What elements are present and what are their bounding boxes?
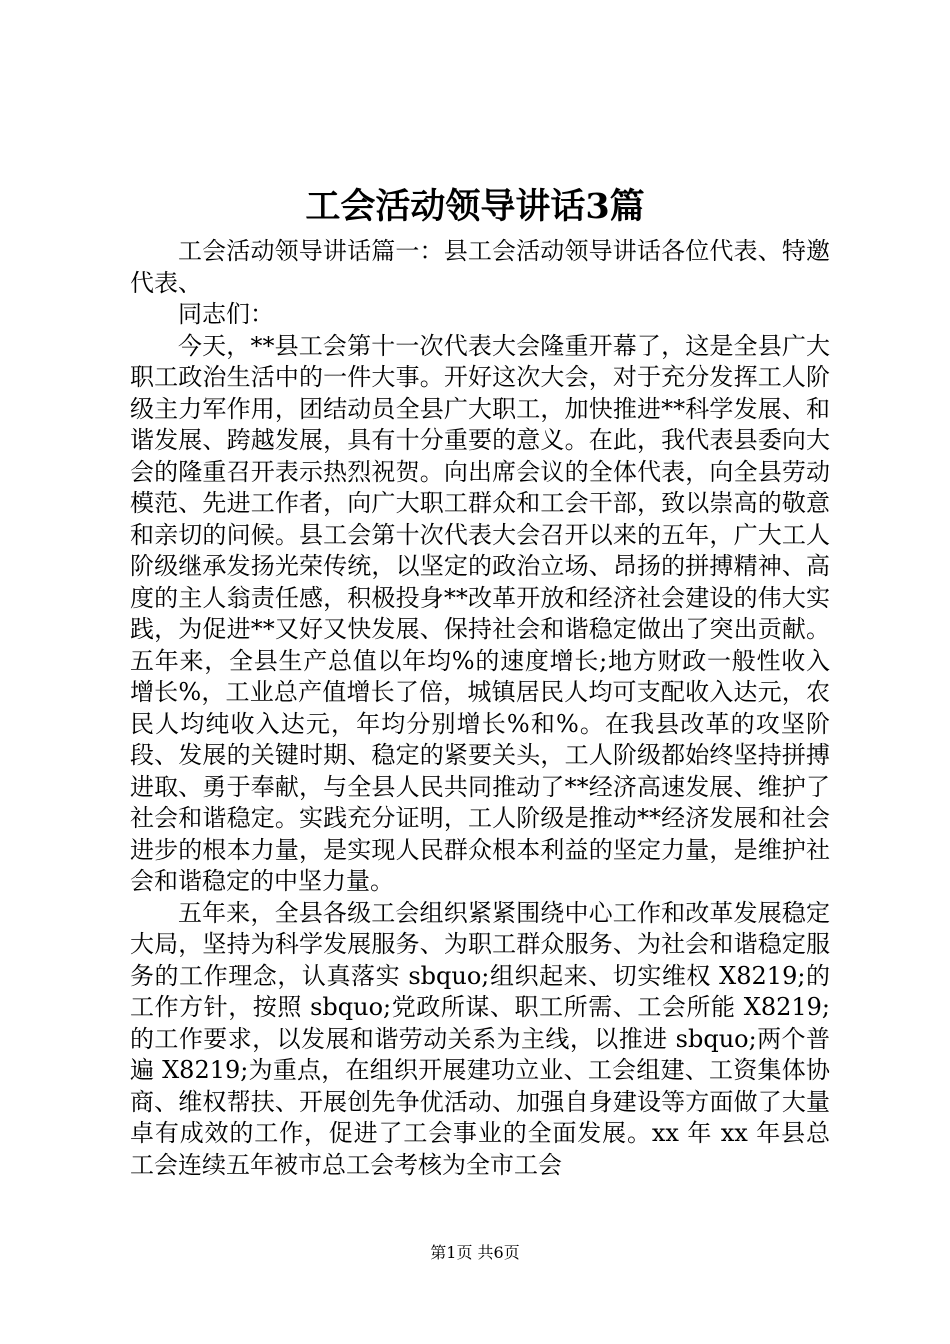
document-title: 工会活动领导讲话3篇: [305, 186, 645, 227]
paragraph-intro: 工会活动领导讲话篇一：县工会活动领导讲话各位代表、特邀代表、: [130, 237, 830, 297]
page-number-footer: 第1页 共6页: [430, 1243, 520, 1262]
paragraph-opening: 今天，**县工会第十一次代表大会隆重开幕了，这是全县广大职工政治生活中的一件大事。开好这次大会，对于充分发挥工人阶级主力军作用，团结动员全县广大职工，加快推进**科学发展、和谐发展、跨越发展，具有十分重要的意义。在此，我代表县委向大会的隆重召开表示热烈祝贺。向出席会议的全体代表，向全县劳动模范、先进工作者，向广大职工群众和工会干部，致以崇高的敬意和亲切的问候。县工会第十次代表大会召开以来的五年，广大工人阶级继承发扬光荣传统，以坚定的政治立场、昂扬的拼搏精神、高度的主人翁责任感，积极投身**改革开放和经济社会建设的伟大实践，为促进**又好又快发展、保持社会和谐稳定做出了突出贡献。五年来，全县生产总值以年均%的速度增长;地方财政一般性收入增长%，工业总产值增长了倍，城镇居民人均可支配收入达元，农民人均纯收入达元，年均分别增长%和%。在我县改革的攻坚阶段、发展的关键时期、稳定的紧要关头，工人阶级都始终坚持拼搏进取、勇于奉献，与全县人民共同推动了**经济高速发展、维护了社会和谐稳定。实践充分证明，工人阶级是推动**经济发展和社会进步的根本力量，是实现人民群众根本利益的坚定力量，是维护社会和谐稳定的中坚力量。: [130, 331, 830, 895]
paragraph-salutation: 同志们：: [178, 300, 274, 328]
paragraph-achievements: 五年来，全县各级工会组织紧紧围绕中心工作和改革发展稳定大局，坚持为科学发展服务、为职工群众服务、为社会和谐稳定服务的工作理念，认真落实 sbquo;组织起来、切实维权 X8219;的工作方针，按照 sbquo;党政所谋、职工所需、工会所能 X8219;的工作要求，以发展和谐劳动关系为主线，以推进 sbquo;两个普遍 X8219;为重点，在组织开展建功立业、工会组建、工资集体协商、维权帮扶、开展创先争优活动、加强自身建设等方面做了大量卓有成效的工作，促进了工会事业的全面发展。xx 年 xx 年县总工会连续五年被市总工会考核为全市工会: [130, 898, 830, 1179]
document-body: [130, 236, 830, 1181]
